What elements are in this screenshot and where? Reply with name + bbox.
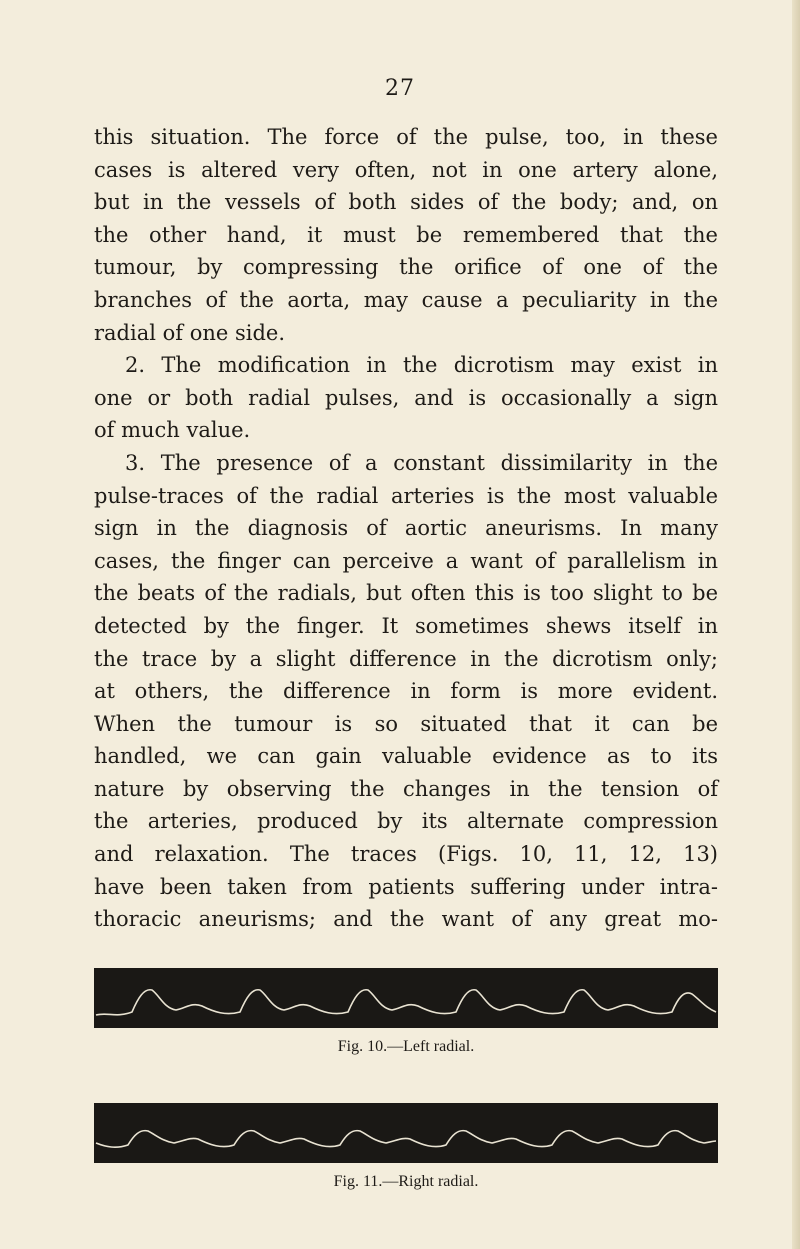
trace-background xyxy=(94,968,718,1028)
text-line: cases, the finger can perceive a want of parallelism in xyxy=(94,548,718,573)
body-text xyxy=(94,121,718,936)
text-line: and relaxation. The traces (Figs. 10, 11, 12, 13) xyxy=(94,842,718,867)
figure-11 xyxy=(94,1103,718,1191)
pulse-trace-left-radial xyxy=(94,968,718,1028)
text-line: tumour, by compressing the orifice of one of the xyxy=(94,255,718,280)
figure-caption: Fig. 11.—Right radial. xyxy=(333,1173,479,1190)
text-line: radial of one side. xyxy=(94,320,286,345)
figure-caption: Fig. 10.—Left radial. xyxy=(337,1038,475,1055)
text-line: the beats of the radials, but often this is too slight to be xyxy=(94,581,718,606)
text-line: of much value. xyxy=(94,418,251,443)
text-line: thoracic aneurisms; and the want of any great mo- xyxy=(94,907,718,932)
text-line: the trace by a slight difference in the dicrotism only; xyxy=(94,646,718,671)
text-line: nature by observing the changes in the tension of xyxy=(94,776,718,801)
text-line: sign in the diagnosis of aortic aneurisms. In many xyxy=(94,516,718,541)
text-line: one or both radial pulses, and is occasionally a sign xyxy=(94,385,718,410)
text-line: but in the vessels of both sides of the body; and, on xyxy=(94,190,718,215)
trace-background xyxy=(94,1103,718,1163)
paragraph-start-line: 2. The modification in the dicrotism may exist in xyxy=(125,353,718,378)
text-line: the other hand, it must be remembered that the xyxy=(94,222,718,247)
page-edge xyxy=(792,0,800,1249)
text-line: cases is altered very often, not in one artery alone, xyxy=(94,157,718,182)
text-line: detected by the finger. It sometimes shews itself in xyxy=(94,613,718,638)
text-line: handled, we can gain valuable evidence as to its xyxy=(94,744,718,769)
page-number: 27 xyxy=(385,76,415,101)
text-line: at others, the difference in form is more evident. xyxy=(94,679,718,704)
paragraph-start-line: 3. The presence of a constant dissimilarity in the xyxy=(125,450,718,475)
text-line: When the tumour is so situated that it can be xyxy=(94,711,718,736)
text-line: this situation. The force of the pulse, too, in these xyxy=(94,125,718,149)
text-line: pulse-traces of the radial arteries is the most valuable xyxy=(94,483,718,508)
figure-10 xyxy=(94,968,718,1056)
pulse-trace-right-radial xyxy=(94,1103,718,1163)
text-line: branches of the aorta, may cause a peculiarity in the xyxy=(94,287,718,312)
text-line: have been taken from patients suffering under intra- xyxy=(94,874,718,899)
text-line: the arteries, produced by its alternate compression xyxy=(94,809,718,834)
